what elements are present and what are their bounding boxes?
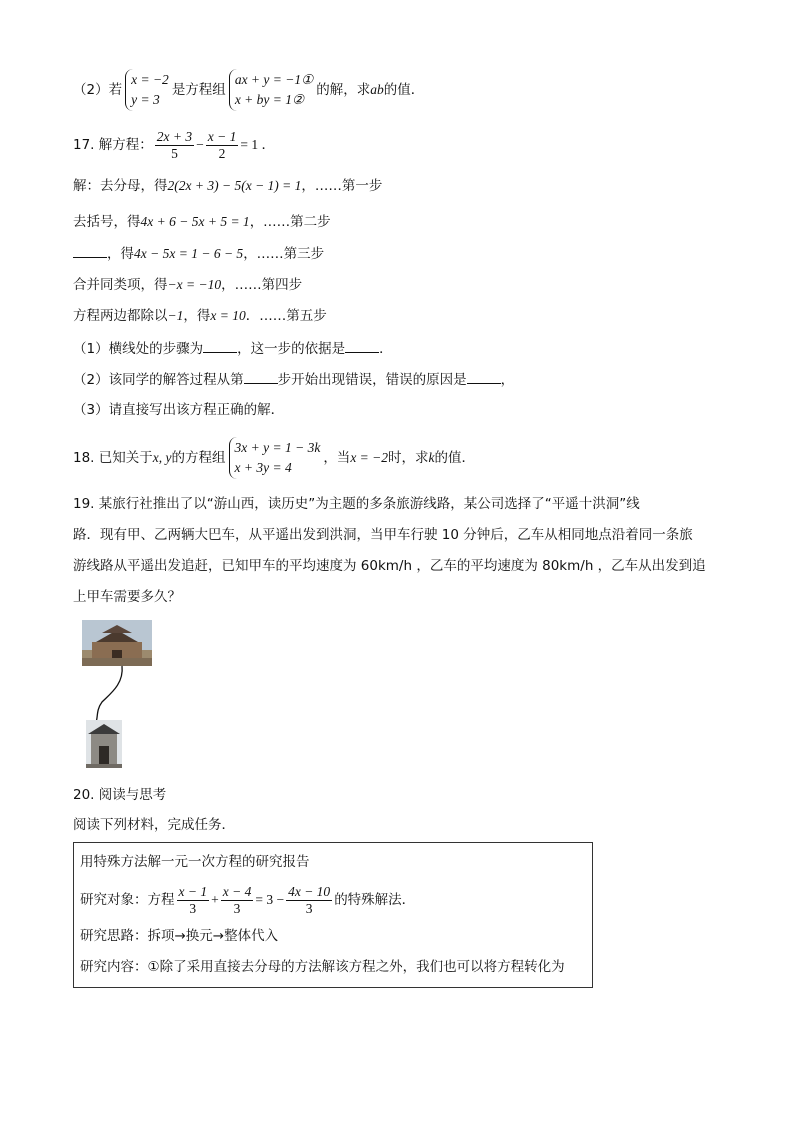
q17-step4	[73, 275, 302, 295]
q16-sys2-line1: ax + y = −1①	[234, 72, 314, 87]
q18-c2: 时，求	[388, 450, 429, 466]
report-title: 用特殊方法解一元一次方程的研究报告	[80, 854, 310, 870]
q19-line4: 上甲车需要多久？	[73, 589, 181, 605]
q17-s5-tag: ．……第五步	[245, 308, 327, 324]
report-fc-num: 4x − 10	[288, 883, 331, 899]
q17-rhs: = 1 ．	[240, 137, 275, 152]
report-object-tail: 的特殊解法．	[334, 892, 416, 908]
report-frac-a	[177, 884, 210, 917]
q16-sys2-line2: x + by = 1②	[234, 92, 305, 107]
q19-line3: 游线路从平遥出发追赶，已知甲车的平均速度为 60km/h ，乙车的平均速度为 80km/h ，乙车从出发到追	[73, 558, 706, 574]
q17-s4-expr: −x = −10	[167, 277, 222, 292]
q17-p2-c: ，	[500, 372, 515, 388]
q17-s2-label: 去括号，得	[73, 214, 141, 230]
q18-xy: x, y	[152, 450, 172, 465]
q16-end: 的值．	[383, 82, 425, 98]
q17-p1-blank2	[345, 338, 379, 353]
q17-equation	[73, 125, 275, 165]
hongdong-gate-photo	[86, 720, 122, 768]
report-plus: +	[211, 892, 219, 907]
q17-s3-tag: ，……第三步	[243, 246, 325, 262]
q17-p2-blank2	[467, 369, 501, 384]
q17-s5-expr: x = 10	[210, 308, 246, 323]
q17-f1-den: 5	[171, 145, 178, 161]
q17-s1-expr: 2(2x + 3) − 5(x − 1) = 1	[167, 178, 302, 193]
q17-s3-expr: 4x − 5x = 1 − 6 − 5	[134, 246, 244, 261]
q17-s3-label: ，得	[107, 246, 134, 262]
q17-p2-blank1	[244, 369, 278, 384]
q18-head: 18. 已知关于	[73, 450, 153, 466]
q17-p3: （3）请直接写出该方程正确的解．	[73, 402, 285, 418]
q16-solution-system	[125, 69, 169, 111]
q17-f1-num: 2x + 3	[156, 128, 193, 144]
q17-s5-label: 方程两边都除以	[73, 308, 168, 324]
q18-system	[229, 437, 321, 479]
q17-p2-b: 步开始出现错误，错误的原因是	[277, 372, 467, 388]
q17-part2	[73, 369, 514, 390]
q17-s5-get: ，得	[183, 308, 211, 324]
q17-p1-c: ．	[379, 341, 393, 357]
q20-head: 20. 阅读与思考	[73, 787, 167, 803]
report-idea: 研究思路：拆项→换元→整体代入	[80, 928, 279, 944]
q16-sys1-line1: x = −2	[131, 72, 169, 87]
q18-c1: ，当	[323, 450, 351, 466]
q18-cond: x = −2	[350, 450, 389, 465]
q17-p1-blank1	[203, 338, 237, 353]
q17-f2-den: 2	[218, 145, 226, 161]
q16-mid: 是方程组	[171, 82, 226, 98]
q17-step2	[73, 212, 331, 232]
q17-s1-label: 解：去分母，得	[73, 178, 168, 194]
q17-s4-tag: ，……第四步	[221, 277, 303, 293]
report-fa-num: x − 1	[178, 883, 208, 899]
q18-sys-line1: 3x + y = 1 − 3k	[234, 440, 321, 455]
q17-s5-divisor: −1	[167, 308, 184, 323]
q17-s3-blank	[73, 243, 107, 258]
q18-mid: 的方程组	[171, 450, 226, 466]
q17-minus: −	[196, 137, 204, 152]
q17-f2-num: x − 1	[207, 128, 237, 144]
q18-sys-line2: x + 3y = 4	[234, 460, 292, 475]
report-frac-c	[286, 884, 332, 917]
q19-line2: 路．现有甲、乙两辆大巴车，从平遥出发到洪洞，当甲车行驶 10 分钟后，乙车从相同地点沿着同一条旅	[73, 527, 693, 543]
q17-s1-tag: ，……第一步	[301, 178, 383, 194]
report-fa-den: 3	[189, 900, 197, 916]
q16-part: （2）若	[73, 82, 123, 98]
q17-head: 17. 解方程：	[73, 137, 153, 153]
q17-fraction-2	[206, 129, 239, 162]
report-object	[80, 878, 415, 922]
report-fb-den: 3	[233, 900, 241, 916]
report-frac-b	[221, 884, 254, 917]
report-eq: = 3 −	[255, 892, 285, 907]
q17-part1	[73, 338, 393, 359]
q17-p2-a: （2）该同学的解答过程从第	[73, 372, 244, 388]
q18-k: k	[428, 450, 435, 465]
report-fc-den: 3	[305, 900, 313, 916]
q17-part3	[73, 400, 284, 420]
q17-step1	[73, 176, 382, 196]
q18-end: 的值．	[434, 450, 476, 466]
report-content: 研究内容：①除了采用直接去分母的方法解该方程之外，我们也可以将方程转化为	[80, 959, 565, 975]
q16-tail: 的解，求	[316, 82, 371, 98]
q16-line	[73, 66, 424, 114]
q16-sys1-line2: y = 3	[131, 92, 160, 107]
q17-s4-label: 合并同类项，得	[73, 277, 168, 293]
q17-s2-tag: ，……第二步	[249, 214, 331, 230]
q17-step5	[73, 306, 327, 326]
report-fb-num: x − 4	[222, 883, 252, 899]
q17-s2-expr: 4x + 6 − 5x + 5 = 1	[140, 214, 250, 229]
q16-equation-system	[229, 69, 313, 111]
q16-ab: ab	[370, 82, 384, 97]
q17-step3	[73, 243, 324, 264]
q20-intro: 阅读下列材料，完成任务．	[73, 817, 235, 833]
report-object-label: 研究对象：方程	[80, 892, 175, 908]
q17-p1-b: ，这一步的依据是	[237, 341, 346, 357]
route-line	[82, 664, 142, 724]
q18-line	[73, 434, 475, 482]
q19-line1: 19. 某旅行社推出了以“游山西，读历史”为主题的多条旅游线路，某公司选择了“平遥十洪洞”线	[73, 496, 640, 512]
pingyao-tower-photo	[82, 620, 152, 666]
q17-fraction-1	[155, 129, 194, 162]
q17-p1-a: （1）横线处的步骤为	[73, 341, 204, 357]
